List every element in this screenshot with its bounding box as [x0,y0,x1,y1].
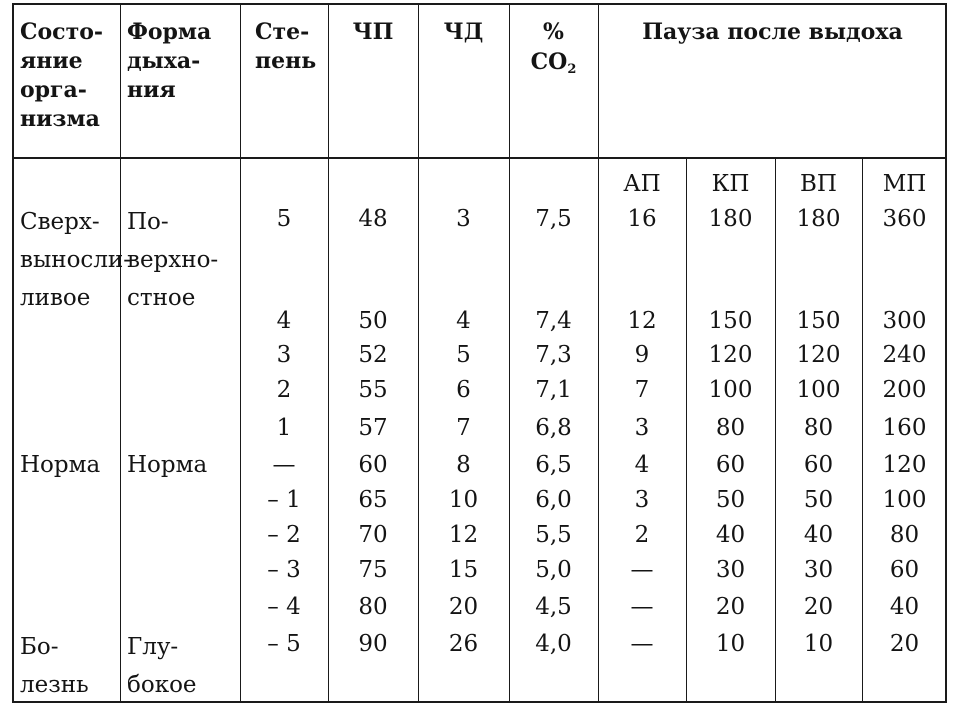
cell-breath: 5 [456,342,471,368]
cell-ap: 9 [634,342,650,368]
cell-degree: 4 [276,308,292,334]
cell-co2: 7,3 [535,342,572,368]
cell-kp: 20 [715,594,746,620]
form-deep: Глу- бокое [127,634,197,698]
header-pause-after-exhale: Пауза после выдоха [642,19,903,45]
cell-pulse: 70 [358,522,388,548]
cell-breath: 26 [448,631,479,657]
cell-degree: 1 [276,415,292,441]
cell-co2: 7,4 [535,308,572,334]
cell-vp: 30 [803,557,834,583]
cell-pulse: 50 [358,308,388,334]
header-breath-rate: ЧД [443,19,484,45]
cell-kp: 150 [708,308,753,334]
cell-degree: 3 [276,342,292,368]
cell-mp: 300 [882,308,927,334]
header-pulse: ЧП [352,19,394,45]
subheader-ap: АП [623,171,661,197]
cell-breath: 4 [456,308,471,334]
cell-mp: 100 [882,487,927,513]
cell-vp: 50 [803,487,834,513]
state-norm: Норма [20,452,101,478]
cell-pulse: 57 [358,415,388,441]
cell-mp: 240 [882,342,927,368]
cell-degree: 2 [276,377,292,403]
cell-co2: 5,0 [535,557,572,583]
cell-mp: 20 [889,631,920,657]
cell-vp: 20 [803,594,834,620]
cell-kp: 60 [715,452,746,478]
cell-ap: — [630,557,654,583]
cell-ap: 7 [634,377,650,403]
cell-pulse: 60 [358,452,388,478]
cell-co2: 6,5 [535,452,572,478]
cell-kp: 80 [715,415,746,441]
cell-kp: 10 [715,631,746,657]
header-breathing-form: Форма дыха- ния [127,19,212,103]
header-co2-formula: $CO_2$ [530,49,577,77]
cell-degree: – 5 [267,631,301,657]
cell-mp: 40 [889,594,920,620]
cell-breath: 12 [448,522,479,548]
cell-breath: 6 [456,377,471,403]
cell-kp: 30 [715,557,746,583]
cell-breath: 7 [456,415,471,441]
cell-mp: 360 [882,206,927,232]
cell-vp: 80 [803,415,834,441]
header-degree: Сте- пень [255,19,317,74]
cell-mp: 60 [889,557,920,583]
cell-degree: – 4 [267,594,301,620]
header-co2-percent: % [543,19,564,45]
cell-vp: 60 [803,452,834,478]
cell-breath: 8 [456,452,471,478]
cell-vp: 150 [796,308,841,334]
cell-kp: 50 [715,487,746,513]
subheader-kp: КП [711,171,750,197]
cell-co2: 6,0 [535,487,572,513]
cell-co2: 4,5 [535,594,572,620]
cell-breath: 3 [456,206,471,232]
header-state: Состо- яние орга- низма [20,19,104,132]
cell-kp: 120 [708,342,753,368]
cell-pulse: 52 [358,342,388,368]
cell-kp: 180 [708,206,753,232]
cell-pulse: 55 [358,377,388,403]
cell-vp: 100 [796,377,841,403]
cell-ap: 12 [627,308,657,334]
cell-breath: 20 [448,594,479,620]
cell-pulse: 90 [358,631,388,657]
form-shallow: По- верхно- стное [127,209,219,311]
cell-co2: 5,5 [535,522,572,548]
cell-ap: 3 [634,415,650,441]
cell-ap: — [630,631,654,657]
cell-ap: — [630,594,654,620]
cell-ap: 16 [627,206,657,232]
state-illness: Бо- лезнь [20,634,89,698]
cell-mp: 160 [882,415,927,441]
cell-vp: 10 [803,631,834,657]
cell-pulse: 80 [358,594,388,620]
cell-vp: 40 [803,522,834,548]
cell-vp: 120 [796,342,841,368]
cell-mp: 80 [889,522,920,548]
subheader-vp: ВП [800,171,837,197]
cell-ap: 4 [634,452,650,478]
cell-pulse: 75 [358,557,388,583]
column-divider [120,3,121,703]
cell-vp: 180 [796,206,841,232]
cell-degree: — [272,452,296,478]
subheader-mp: МП [882,171,927,197]
cell-mp: 120 [882,452,927,478]
cell-pulse: 48 [358,206,388,232]
header-divider [12,157,947,159]
cell-degree: – 3 [267,557,301,583]
cell-co2: 4,0 [535,631,572,657]
cell-kp: 100 [708,377,753,403]
form-norm: Норма [127,452,208,478]
cell-breath: 10 [448,487,479,513]
cell-ap: 2 [634,522,650,548]
state-supra-endurance: Сверх- выносли- ливое [20,209,132,311]
cell-kp: 40 [715,522,746,548]
cell-co2: 6,8 [535,415,572,441]
cell-degree: – 1 [267,487,301,513]
cell-ap: 3 [634,487,650,513]
cell-co2: 7,1 [535,377,572,403]
cell-pulse: 65 [358,487,388,513]
cell-co2: 7,5 [535,206,572,232]
cell-degree: – 2 [267,522,301,548]
cell-degree: 5 [276,206,292,232]
cell-mp: 200 [882,377,927,403]
cell-breath: 15 [448,557,479,583]
